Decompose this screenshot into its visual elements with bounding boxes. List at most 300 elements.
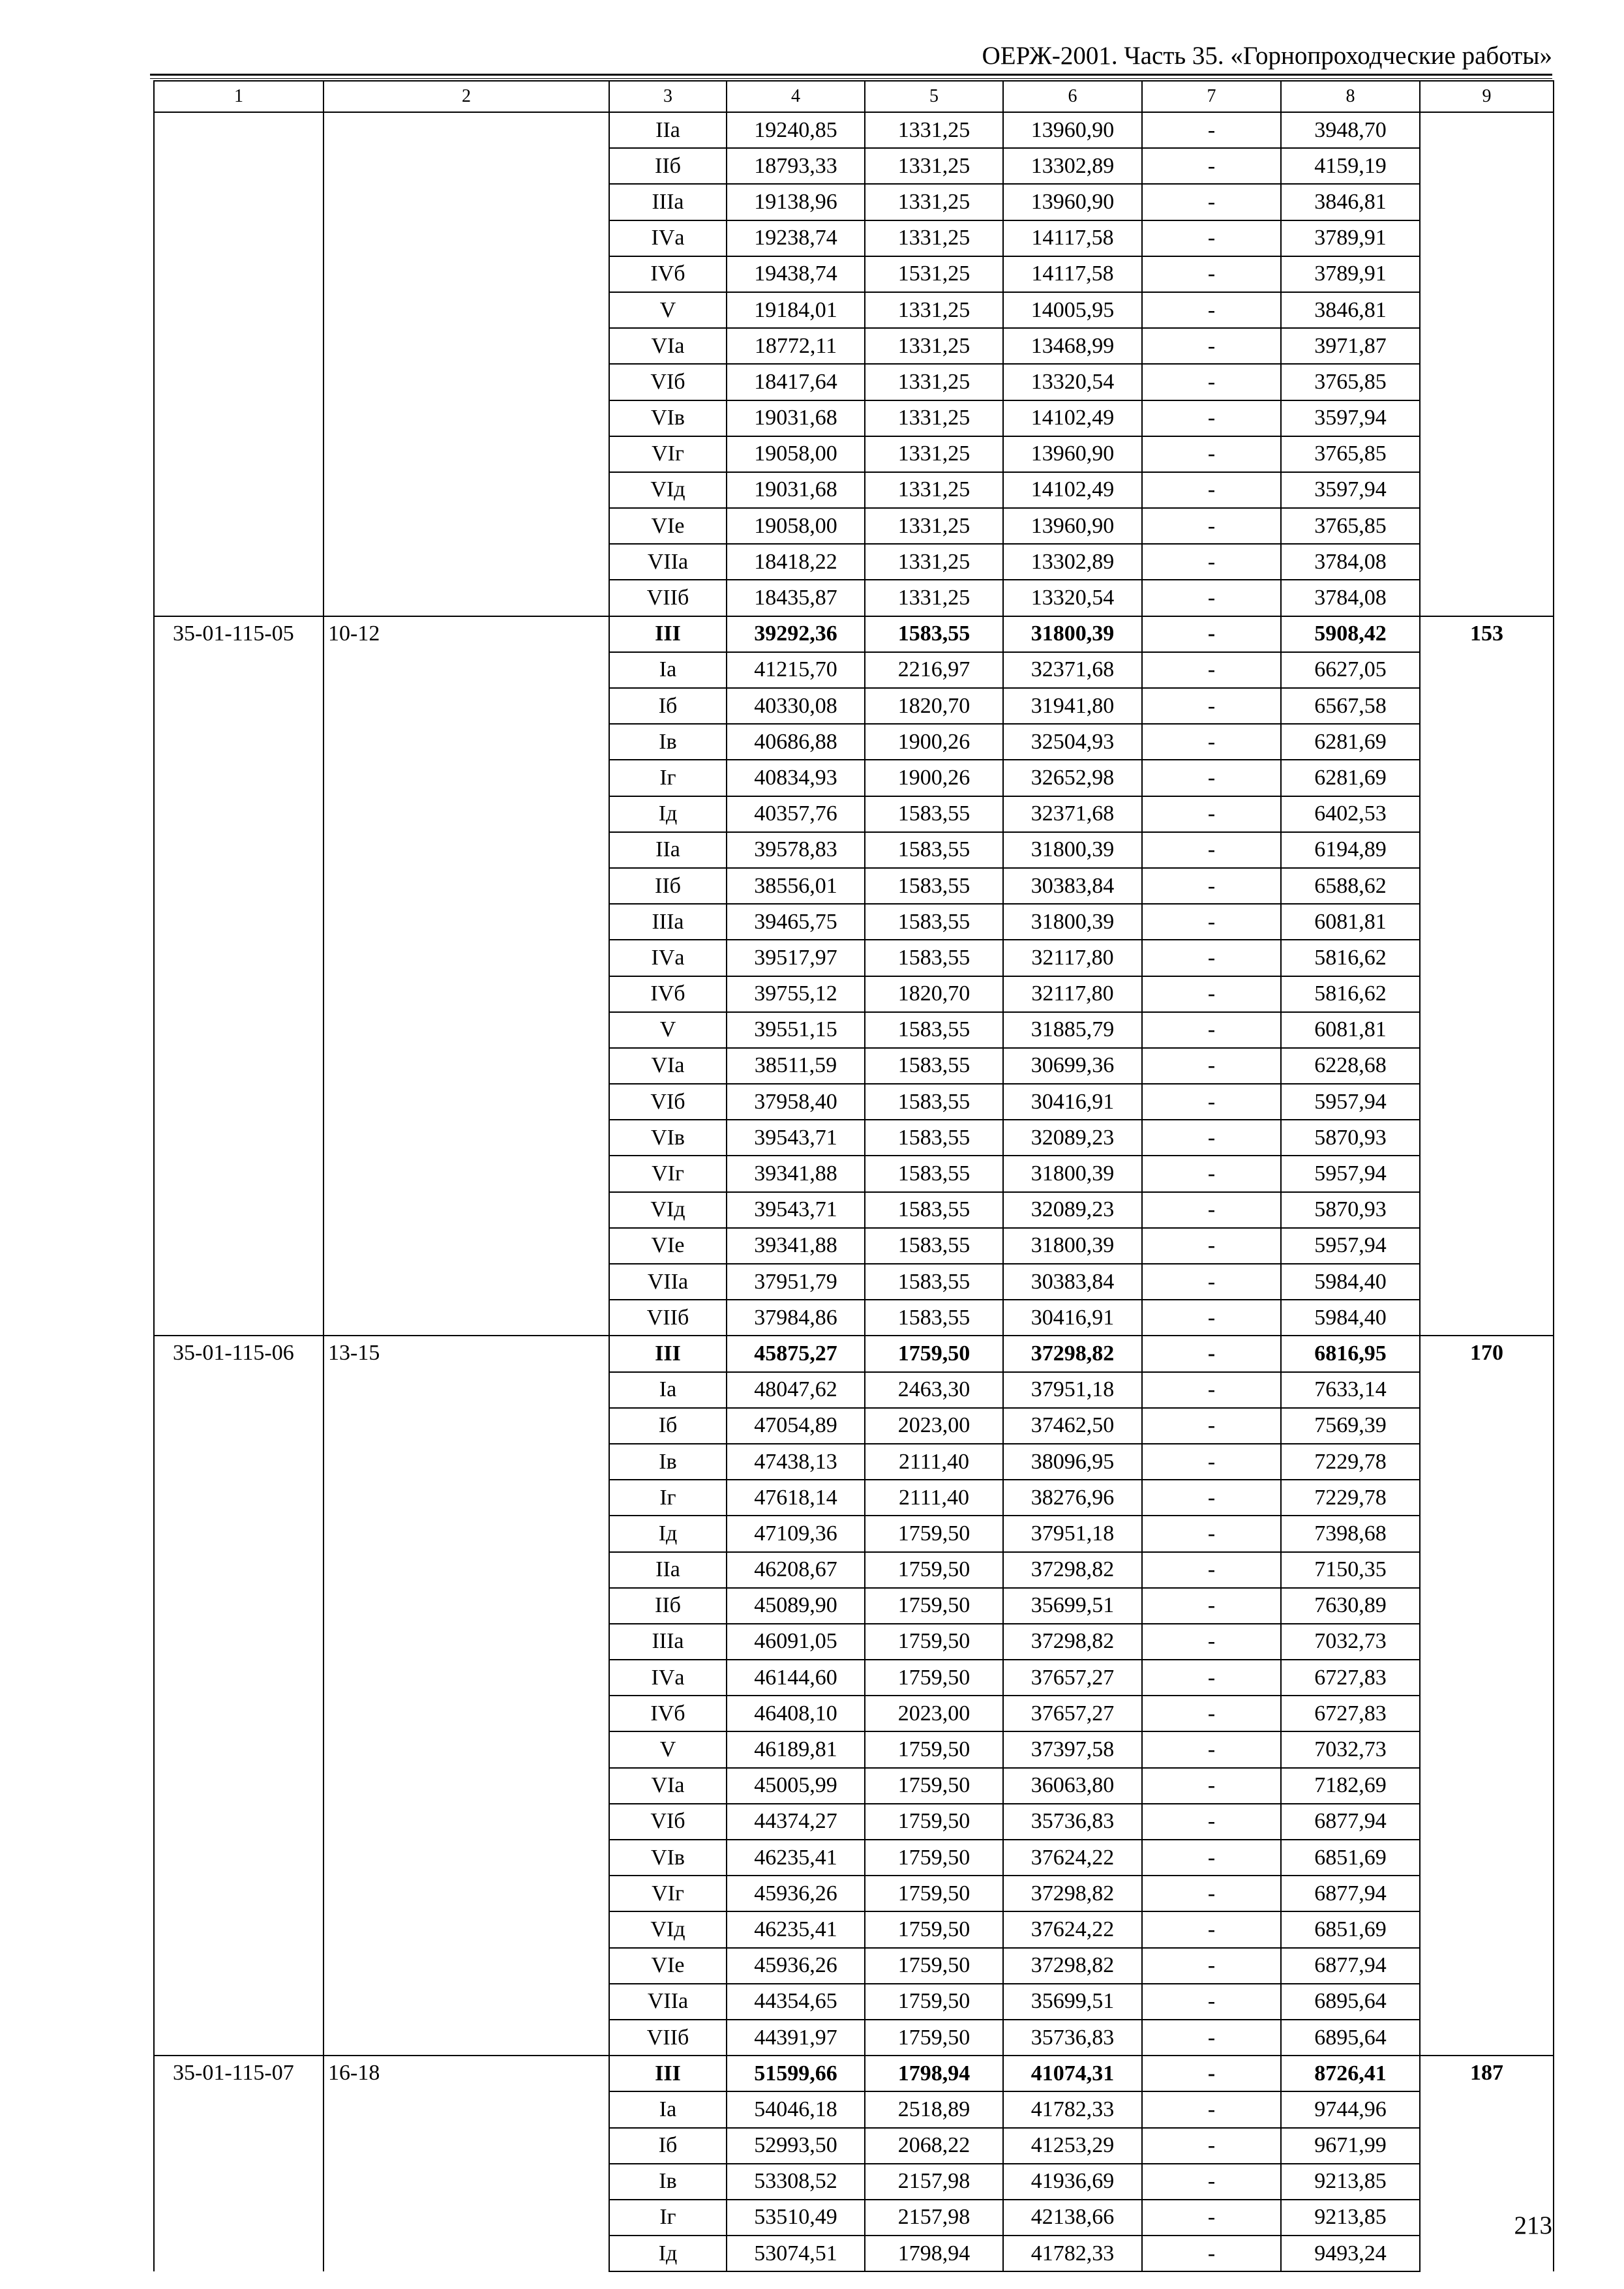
table-cell: IVб	[609, 256, 727, 292]
column-header: 2	[323, 81, 609, 112]
table-cell: 53510,49	[727, 2200, 865, 2236]
table-cell: 13960,90	[1003, 508, 1142, 544]
table-cell: Iг	[609, 2200, 727, 2236]
table-cell: 51599,66	[727, 2056, 865, 2091]
table-cell: Iв	[609, 1444, 727, 1480]
table-cell: VIе	[609, 508, 727, 544]
table-cell: 31941,80	[1003, 688, 1142, 724]
table-cell: 38276,96	[1003, 1480, 1142, 1516]
table-cell: 1759,50	[865, 1552, 1003, 1588]
range-cell: 10-12	[323, 616, 609, 1336]
table-cell: 1583,55	[865, 1264, 1003, 1300]
table-cell: 19184,01	[727, 292, 865, 328]
table-cell: -	[1142, 112, 1281, 148]
rate-code-cell: 35-01-115-05	[154, 616, 323, 1336]
table-cell: -	[1142, 976, 1281, 1012]
table-cell: 1531,25	[865, 256, 1003, 292]
table-cell: 1798,94	[865, 2056, 1003, 2091]
table-cell: 6727,83	[1281, 1696, 1420, 1731]
table-cell: 46091,05	[727, 1624, 865, 1660]
table-cell: Iа	[609, 2091, 727, 2127]
table-cell: 2023,00	[865, 1408, 1003, 1444]
table-cell: IVа	[609, 940, 727, 976]
table-cell: 44391,97	[727, 2020, 865, 2056]
table-cell: 1798,94	[865, 2236, 1003, 2271]
table-cell: 31885,79	[1003, 1012, 1142, 1048]
table-cell: 1331,25	[865, 364, 1003, 400]
table-cell: 5984,40	[1281, 1264, 1420, 1300]
table-cell: -	[1142, 1984, 1281, 2020]
table-cell: 54046,18	[727, 2091, 865, 2127]
table-cell: -	[1142, 1012, 1281, 1048]
table-cell: 13302,89	[1003, 148, 1142, 184]
rate-code-cell: 35-01-115-06	[154, 1336, 323, 2056]
table-cell: 14117,58	[1003, 256, 1142, 292]
table-cell: VIд	[609, 472, 727, 508]
table-cell: 30416,91	[1003, 1084, 1142, 1120]
table-cell: 38511,59	[727, 1048, 865, 1084]
table-cell: 32089,23	[1003, 1192, 1142, 1228]
table-cell: -	[1142, 2236, 1281, 2271]
table-cell: 1331,25	[865, 220, 1003, 256]
table-cell: 40330,08	[727, 688, 865, 724]
table-cell: IVб	[609, 1696, 727, 1731]
header-rule-thin	[150, 78, 1552, 79]
table-cell: VIв	[609, 400, 727, 436]
table-cell: -	[1142, 2164, 1281, 2200]
table-cell: 7182,69	[1281, 1768, 1420, 1804]
table-cell: 1759,50	[865, 1984, 1003, 2020]
table-cell: 1583,55	[865, 1084, 1003, 1120]
table-cell: -	[1142, 1624, 1281, 1660]
table-cell: 1759,50	[865, 1660, 1003, 1696]
table-cell: 13468,99	[1003, 328, 1142, 364]
table-cell: 13302,89	[1003, 544, 1142, 580]
table-cell: VIIа	[609, 1264, 727, 1300]
table-cell: 13320,54	[1003, 580, 1142, 616]
table-cell: 39578,83	[727, 832, 865, 868]
table-cell: VIIб	[609, 2020, 727, 2056]
table-cell: 30383,84	[1003, 868, 1142, 904]
table-cell: 37298,82	[1003, 1552, 1142, 1588]
table-cell: Iв	[609, 724, 727, 760]
rates-table	[153, 80, 1554, 2272]
table-cell: -	[1142, 1660, 1281, 1696]
table-cell: -	[1142, 1336, 1281, 1371]
table-cell: Iб	[609, 2128, 727, 2164]
table-cell: 9671,99	[1281, 2128, 1420, 2164]
table-cell: 31800,39	[1003, 616, 1142, 652]
table-row	[154, 616, 1554, 652]
table-cell: 32371,68	[1003, 652, 1142, 688]
table-cell: 1820,70	[865, 688, 1003, 724]
table-cell: IIб	[609, 868, 727, 904]
table-cell: 6081,81	[1281, 1012, 1420, 1048]
table-cell: 4159,19	[1281, 148, 1420, 184]
table-cell: Iд	[609, 796, 727, 832]
table-cell: -	[1142, 868, 1281, 904]
table-cell: 41782,33	[1003, 2236, 1142, 2271]
table-cell: 39517,97	[727, 940, 865, 976]
table-cell: 3765,85	[1281, 364, 1420, 400]
table-cell: 19058,00	[727, 436, 865, 472]
table-cell: 2157,98	[865, 2164, 1003, 2200]
table-cell: VIг	[609, 1156, 727, 1191]
table-cell: 35699,51	[1003, 1588, 1142, 1624]
table-cell: -	[1142, 1516, 1281, 1551]
table-cell: 18793,33	[727, 148, 865, 184]
table-cell: III	[609, 1336, 727, 1371]
table-cell: 46189,81	[727, 1731, 865, 1767]
table-cell: VIд	[609, 1192, 727, 1228]
table-cell: 38556,01	[727, 868, 865, 904]
table-cell: 7398,68	[1281, 1516, 1420, 1551]
table-cell: 6627,05	[1281, 652, 1420, 688]
table-cell: -	[1142, 1480, 1281, 1516]
table-cell: 19138,96	[727, 184, 865, 220]
table-cell: IVб	[609, 976, 727, 1012]
table-cell: -	[1142, 436, 1281, 472]
table-cell: 36063,80	[1003, 1768, 1142, 1804]
table-cell: 19240,85	[727, 112, 865, 148]
table-cell: 3784,08	[1281, 544, 1420, 580]
table-cell: 3789,91	[1281, 220, 1420, 256]
table-cell: -	[1142, 724, 1281, 760]
table-cell: 14102,49	[1003, 400, 1142, 436]
table-cell: 6895,64	[1281, 2020, 1420, 2056]
table-row	[154, 1336, 1554, 1371]
table-cell: IIа	[609, 832, 727, 868]
table-cell: 41074,31	[1003, 2056, 1142, 2091]
table-cell: -	[1142, 1768, 1281, 1804]
table-cell: 1331,25	[865, 148, 1003, 184]
table-cell: -	[1142, 1444, 1281, 1480]
table-cell: 35736,83	[1003, 1804, 1142, 1840]
table-cell: 39292,36	[727, 616, 865, 652]
table-cell: -	[1142, 292, 1281, 328]
table-cell: -	[1142, 1804, 1281, 1840]
table-cell: VIIб	[609, 1300, 727, 1336]
table-cell: 1759,50	[865, 1948, 1003, 1984]
table-cell: 1759,50	[865, 1876, 1003, 1911]
table-cell: 19058,00	[727, 508, 865, 544]
rate-code-cell: 35-01-115-07	[154, 2056, 323, 2271]
table-cell: III	[609, 616, 727, 652]
table-cell: IIб	[609, 1588, 727, 1624]
total-cell	[1420, 112, 1554, 616]
table-cell: -	[1142, 688, 1281, 724]
table-cell: -	[1142, 832, 1281, 868]
table-cell: 52993,50	[727, 2128, 865, 2164]
table-cell: 44374,27	[727, 1804, 865, 1840]
table-cell: Iд	[609, 1516, 727, 1551]
range-cell	[323, 112, 609, 616]
table-cell: 8726,41	[1281, 2056, 1420, 2091]
table-cell: -	[1142, 1192, 1281, 1228]
table-cell: 19031,68	[727, 400, 865, 436]
table-cell: 18435,87	[727, 580, 865, 616]
table-cell: 37958,40	[727, 1084, 865, 1120]
table-cell: 1331,25	[865, 400, 1003, 436]
range-cell: 13-15	[323, 1336, 609, 2056]
table-cell: VIв	[609, 1840, 727, 1876]
table-cell: -	[1142, 472, 1281, 508]
table-cell: 53308,52	[727, 2164, 865, 2200]
table-cell: 6727,83	[1281, 1660, 1420, 1696]
table-cell: 30699,36	[1003, 1048, 1142, 1084]
table-cell: 1331,25	[865, 580, 1003, 616]
table-cell: 1583,55	[865, 1120, 1003, 1156]
page-header-title: ОЕРЖ-2001. Часть 35. «Горнопроходческие работы»	[982, 42, 1552, 70]
table-cell: 6281,69	[1281, 724, 1420, 760]
table-cell: 46208,67	[727, 1552, 865, 1588]
table-cell: VIв	[609, 1120, 727, 1156]
table-cell: 37951,18	[1003, 1516, 1142, 1551]
table-cell: VIб	[609, 364, 727, 400]
table-cell: 7630,89	[1281, 1588, 1420, 1624]
table-cell: 1583,55	[865, 832, 1003, 868]
table-cell: -	[1142, 1048, 1281, 1084]
table-cell: Iг	[609, 1480, 727, 1516]
table-cell: 5816,62	[1281, 940, 1420, 976]
table-cell: 40686,88	[727, 724, 865, 760]
table-cell: 5957,94	[1281, 1156, 1420, 1191]
table-cell: -	[1142, 1228, 1281, 1264]
table-cell: 7032,73	[1281, 1731, 1420, 1767]
table-cell: 1900,26	[865, 760, 1003, 796]
table-cell: 45936,26	[727, 1948, 865, 1984]
table-cell: -	[1142, 940, 1281, 976]
column-header: 4	[727, 81, 865, 112]
table-cell: 2111,40	[865, 1444, 1003, 1480]
table-cell: 37624,22	[1003, 1840, 1142, 1876]
table-cell: -	[1142, 1696, 1281, 1731]
table-cell: 35699,51	[1003, 1984, 1142, 2020]
table-cell: IIIа	[609, 184, 727, 220]
table-cell: 5870,93	[1281, 1192, 1420, 1228]
table-cell: 1583,55	[865, 868, 1003, 904]
table-cell: 37462,50	[1003, 1408, 1142, 1444]
table-cell: 46235,41	[727, 1840, 865, 1876]
table-cell: 1583,55	[865, 1228, 1003, 1264]
table-cell: 37657,27	[1003, 1696, 1142, 1731]
table-cell: -	[1142, 364, 1281, 400]
table-cell: -	[1142, 1552, 1281, 1588]
table-cell: VIе	[609, 1228, 727, 1264]
table-cell: -	[1142, 508, 1281, 544]
table-cell: Iб	[609, 1408, 727, 1444]
table-cell: 18418,22	[727, 544, 865, 580]
table-cell: 32504,93	[1003, 724, 1142, 760]
table-cell: 7229,78	[1281, 1480, 1420, 1516]
table-cell: -	[1142, 1372, 1281, 1408]
table-cell: 1759,50	[865, 1840, 1003, 1876]
table-cell: 13960,90	[1003, 436, 1142, 472]
table-cell: -	[1142, 1264, 1281, 1300]
column-header: 5	[865, 81, 1003, 112]
table-cell: 1331,25	[865, 436, 1003, 472]
table-cell: 7569,39	[1281, 1408, 1420, 1444]
table-body	[154, 112, 1554, 2271]
table-cell: 18772,11	[727, 328, 865, 364]
table-cell: VIб	[609, 1084, 727, 1120]
table-cell: 37657,27	[1003, 1660, 1142, 1696]
table-cell: 30383,84	[1003, 1264, 1142, 1300]
table-cell: 1583,55	[865, 904, 1003, 940]
table-cell: 3597,94	[1281, 400, 1420, 436]
table-cell: 9213,85	[1281, 2200, 1420, 2236]
table-cell: 1583,55	[865, 1192, 1003, 1228]
table-cell: -	[1142, 1300, 1281, 1336]
page-number: 213	[1514, 2211, 1552, 2239]
table-cell: 32089,23	[1003, 1120, 1142, 1156]
table-cell: 40357,76	[727, 796, 865, 832]
table-cell: 14117,58	[1003, 220, 1142, 256]
table-cell: 39543,71	[727, 1120, 865, 1156]
table-cell: 6895,64	[1281, 1984, 1420, 2020]
table-cell: 31800,39	[1003, 904, 1142, 940]
table-cell: VIа	[609, 1048, 727, 1084]
table-cell: 1331,25	[865, 184, 1003, 220]
table-cell: 1759,50	[865, 2020, 1003, 2056]
header-rule	[150, 74, 1552, 76]
table-cell: 31800,39	[1003, 1156, 1142, 1191]
table-cell: -	[1142, 1120, 1281, 1156]
table-cell: -	[1142, 220, 1281, 256]
table-cell: VIIб	[609, 580, 727, 616]
table-cell: 6081,81	[1281, 904, 1420, 940]
table-cell: 37624,22	[1003, 1911, 1142, 1947]
table-cell: -	[1142, 1840, 1281, 1876]
table-cell: 32117,80	[1003, 940, 1142, 976]
table-cell: 35736,83	[1003, 2020, 1142, 2056]
table-cell: 39543,71	[727, 1192, 865, 1228]
table-cell: VIа	[609, 1768, 727, 1804]
table-cell: 6588,62	[1281, 868, 1420, 904]
table-cell: 1583,55	[865, 1156, 1003, 1191]
table-cell: 3971,87	[1281, 328, 1420, 364]
table-cell: 2023,00	[865, 1696, 1003, 1731]
table-cell: 3597,94	[1281, 472, 1420, 508]
table-cell: III	[609, 2056, 727, 2091]
table-cell: -	[1142, 2056, 1281, 2091]
table-cell: 45875,27	[727, 1336, 865, 1371]
table-cell: -	[1142, 2128, 1281, 2164]
table-cell: 39755,12	[727, 976, 865, 1012]
table-cell: VIг	[609, 436, 727, 472]
table-cell: 6567,58	[1281, 688, 1420, 724]
table-cell: 1583,55	[865, 1300, 1003, 1336]
table-cell: 47054,89	[727, 1408, 865, 1444]
table-cell: 47618,14	[727, 1480, 865, 1516]
table-cell: VIе	[609, 1948, 727, 1984]
table-cell: 1759,50	[865, 1336, 1003, 1371]
table-cell: 5957,94	[1281, 1084, 1420, 1120]
table-cell: 41782,33	[1003, 2091, 1142, 2127]
table-cell: 1331,25	[865, 328, 1003, 364]
table-cell: 9213,85	[1281, 2164, 1420, 2200]
table-cell: 2518,89	[865, 2091, 1003, 2127]
range-cell: 16-18	[323, 2056, 609, 2271]
table-cell: 7229,78	[1281, 1444, 1420, 1480]
table-cell: 1331,25	[865, 508, 1003, 544]
table-cell: 38096,95	[1003, 1444, 1142, 1480]
table-cell: 37951,18	[1003, 1372, 1142, 1408]
table-cell: -	[1142, 1588, 1281, 1624]
table-cell: 31800,39	[1003, 1228, 1142, 1264]
table-cell: 7150,35	[1281, 1552, 1420, 1588]
table-cell: 1583,55	[865, 940, 1003, 976]
table-cell: 7032,73	[1281, 1624, 1420, 1660]
table-cell: 37984,86	[727, 1300, 865, 1336]
table-cell: 13960,90	[1003, 112, 1142, 148]
table-cell: 1759,50	[865, 1588, 1003, 1624]
table-cell: 37951,79	[727, 1264, 865, 1300]
table-cell: Iб	[609, 688, 727, 724]
table-cell: -	[1142, 2091, 1281, 2127]
table-cell: 2216,97	[865, 652, 1003, 688]
table-cell: 5908,42	[1281, 616, 1420, 652]
table-cell: 13320,54	[1003, 364, 1142, 400]
table-cell: 18417,64	[727, 364, 865, 400]
table-cell: 32371,68	[1003, 796, 1142, 832]
table-cell: 6228,68	[1281, 1048, 1420, 1084]
table-cell: Iв	[609, 2164, 727, 2200]
table-cell: -	[1142, 2200, 1281, 2236]
table-cell: 6877,94	[1281, 1804, 1420, 1840]
table-cell: -	[1142, 544, 1281, 580]
table-cell: 3784,08	[1281, 580, 1420, 616]
table-cell: 3789,91	[1281, 256, 1420, 292]
table-cell: 5816,62	[1281, 976, 1420, 1012]
column-header: 7	[1142, 81, 1281, 112]
table-cell: -	[1142, 328, 1281, 364]
table-cell: Iа	[609, 1372, 727, 1408]
table-cell: 9493,24	[1281, 2236, 1420, 2271]
table-cell: 6851,69	[1281, 1911, 1420, 1947]
table-cell: VIа	[609, 328, 727, 364]
table-cell: -	[1142, 616, 1281, 652]
table-cell: 6877,94	[1281, 1876, 1420, 1911]
table-cell: 14005,95	[1003, 292, 1142, 328]
table-cell: 6402,53	[1281, 796, 1420, 832]
table-cell: -	[1142, 796, 1281, 832]
table-cell: 1331,25	[865, 544, 1003, 580]
table-cell: 45089,90	[727, 1588, 865, 1624]
table-cell: Iг	[609, 760, 727, 796]
total-cell: 187	[1420, 2056, 1554, 2271]
column-number-row	[154, 81, 1554, 112]
table-cell: 47109,36	[727, 1516, 865, 1551]
table-cell: 32652,98	[1003, 760, 1142, 796]
table-cell: 30416,91	[1003, 1300, 1142, 1336]
table-cell: IVа	[609, 1660, 727, 1696]
table-cell: 1583,55	[865, 616, 1003, 652]
table-cell: IIIа	[609, 904, 727, 940]
table-cell: 1820,70	[865, 976, 1003, 1012]
total-cell: 170	[1420, 1336, 1554, 2056]
table-cell: 32117,80	[1003, 976, 1142, 1012]
table-cell: 42138,66	[1003, 2200, 1142, 2236]
table-cell: 41253,29	[1003, 2128, 1142, 2164]
table-cell: 37298,82	[1003, 1948, 1142, 1984]
table-cell: 1759,50	[865, 1911, 1003, 1947]
table-cell: VIд	[609, 1911, 727, 1947]
table-cell: 6194,89	[1281, 832, 1420, 868]
table-cell: 39465,75	[727, 904, 865, 940]
table-cell: 1759,50	[865, 1624, 1003, 1660]
table-cell: 6877,94	[1281, 1948, 1420, 1984]
